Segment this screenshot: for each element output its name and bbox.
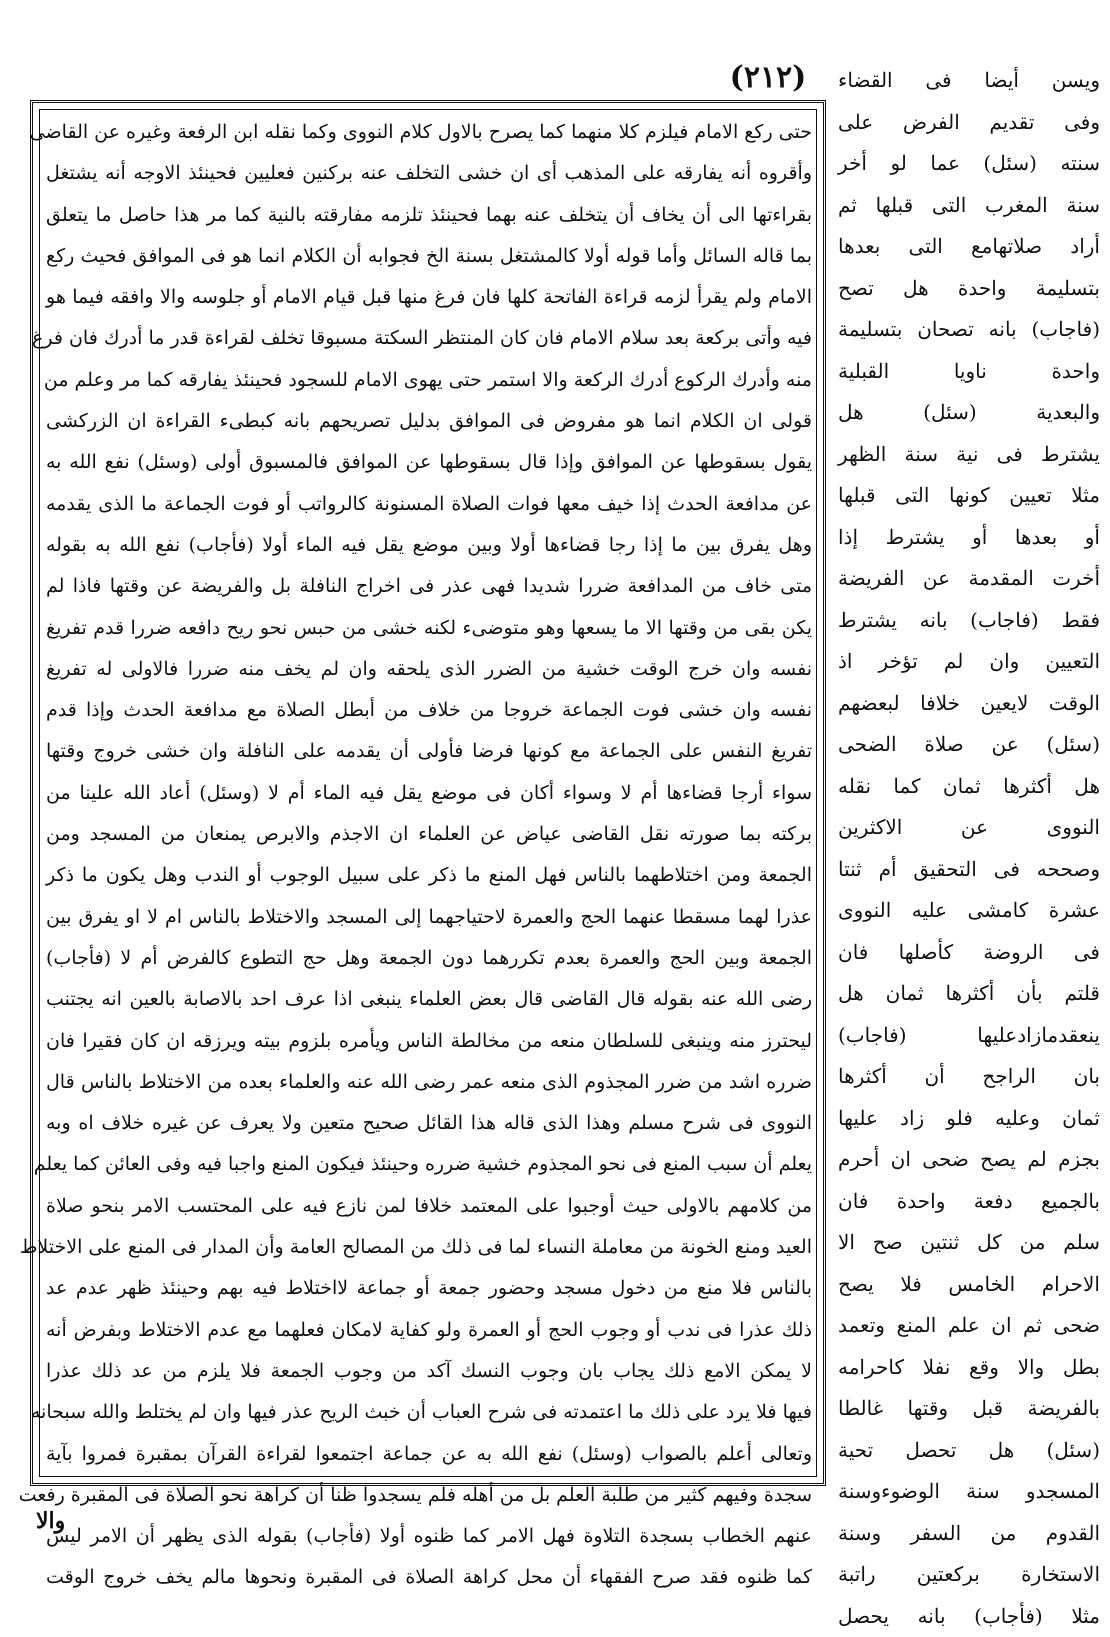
margin-line: قلتم بأن أكثرها ثمان هل [838, 973, 1100, 1015]
main-text-line: تفريغ النفس على الجماعة مع كونها فرضا فأولى أن يقدمه على النافلة وان خشى خروج وقتها [46, 731, 812, 772]
margin-line: بتسليمة واحدة هل تصح [838, 268, 1100, 310]
margin-line: مثلا (فأجاب) بانه يحصل [838, 1596, 1100, 1637]
margin-line: ضحى ثم ان علم المنع وتعمد [838, 1305, 1100, 1347]
main-text-block [46, 112, 812, 1472]
margin-line: عشرة كامشى عليه النووى [838, 890, 1100, 932]
margin-line: والبعدية (سئل) هل [838, 392, 1100, 434]
margin-line: سنة المغرب التى قبلها ثم [838, 185, 1100, 227]
margin-line: بطل والا وقع نفلا كاحرامه [838, 1347, 1100, 1389]
margin-line: سلم من كل ثنتين صح الا [838, 1222, 1100, 1264]
margin-line: فى الروضة كأصلها فان [838, 932, 1100, 974]
main-text-line: لا يمكن الامع ذلك يجاب بان وجوب النسك آكد من وجوب الجمعة فلا يلزم من عد ذلك عذرا [46, 1351, 812, 1392]
main-text-line: وتعالى أعلم بالصواب (وسئل) نفع الله به عن جماعة اجتمعوا لقراءة القرآن بمقبرة فمروا بآية [46, 1434, 812, 1475]
margin-commentary [838, 60, 1100, 1480]
main-text-line: فيها فلا يرد على ذلك ما اعتمدته فى شرح العباب أن خبث الريح عذر فيها وان لم يختلط والله سبحانه [46, 1392, 812, 1433]
margin-line: أو بعدها أو يشترط إذا [838, 517, 1100, 559]
main-text-line: الجمعة وبين الحج والعمرة بعدم تكررهما دون الجمعة وهل حج التطوع كالفرض أم لا (فأجاب) [46, 938, 812, 979]
catchword: والا [36, 1508, 136, 1534]
main-text-line: قولى ان الكلام انما هو مفروض فى الموافق بدليل تصريحهم بانه كبطىء القراءة ان الزركشى [46, 401, 812, 442]
margin-line: (سئل) هل تحصل تحية [838, 1430, 1100, 1472]
main-text-line: منه وأدرك الركوع أدرك الركعة والا استمر حتى يهوى الامام للسجود فحينئذ يفارقه كما مر وعلم من [46, 360, 812, 401]
main-text-line: سجدة وفيهم كثير من طلبة العلم بل من أهله فلم يسجدوا ظنا أن كراهة نحو الصلاة فى المقبرة رفعت [46, 1475, 812, 1516]
margin-line: أخرت المقدمة عن الفريضة [838, 558, 1100, 600]
main-text-line: عذرا لهما مسقطا عنهما الحج والعمرة لاحتياجهما إلى المسجد والاختلاط بالناس ام لا او يفرق بين [46, 897, 812, 938]
margin-line: ثمان وعليه فلو زاد عليها [838, 1098, 1100, 1140]
margin-line: واحدة ناويا القبلية [838, 351, 1100, 393]
main-text-line: بالناس فلا منع من دخول مسجد وحضور جمعة أو جماعة لااختلاط فيه بهم وحينئذ ظهر عدم عد [46, 1268, 812, 1309]
margin-line: سنته (سئل) عما لو أخر [838, 143, 1100, 185]
margin-line: الوقت لايعين خلافا لبعضهم [838, 683, 1100, 725]
main-text-line: من كلامهم بالاولى حيث أوجبوا على المعتمد خلافا لمن نازع فيه على المحتسب الامر بنحو صلاة [46, 1186, 812, 1227]
main-text-line: وهل يفرق بين ما إذا رجا قضاءها أولا وبين موضع يقل فيه الماء أولا (فأجاب) نفع الله به بقوله [46, 525, 812, 566]
main-text-line: الامام ولم يقرأ لزمه قراءة الفاتحة كلها فان فرغ منها قبل قيام الامام أو جلوسه والا وافقه فيما هو [46, 277, 812, 318]
margin-line: القدوم من السفر وسنة [838, 1513, 1100, 1555]
margin-line: الاستخارة بركعتين راتبة [838, 1554, 1100, 1596]
main-text-line: يعلم أن سبب المنع فى نحو المجذوم خشية ضرره وحينئذ فيكون المنع واجبا فيه وفى العائن كما يعلم [46, 1144, 812, 1185]
margin-line: فقط (فاجاب) بانه يشترط [838, 600, 1100, 642]
main-text-line: يقول بسقوطها عن الموافق وإذا قال بسقوطها عن الموافق فالمسبوق أولى (وسئل) نفع الله به [46, 442, 812, 483]
main-text-line: كما ظنوه فقد صرح الفقهاء أن محل كراهة الصلاة فى المقبرة ونحوها مالم يخف خروج الوقت [46, 1557, 812, 1598]
main-text-line: متى خاف من المدافعة ضررا شديدا فهى عذر فى اخراج النافلة بل والفريضة عن وقتها فاذا لم [46, 566, 812, 607]
main-text-line: العيد ومنع الخونة من معاملة النساء لما فى ذلك من المصالح العامة وأن المدار فى المنع على الاختلاط [46, 1227, 812, 1268]
margin-line: المسجدو سنة الوضوءوسنة [838, 1471, 1100, 1513]
margin-line: بالفريضة قبل وقتها غالطا [838, 1388, 1100, 1430]
margin-line: هل أكثرها ثمان كما نقله [838, 766, 1100, 808]
margin-line: (سئل) عن صلاة الضحى [838, 724, 1100, 766]
main-text-line: عنهم الخطاب بسجدة التلاوة فهل الامر كما ظنوه أولا (فأجاب) بقوله الذى يظهر أن الامر ليس [46, 1516, 812, 1557]
main-text-line: فيه وأتى بركعة بعد سلام الامام فان كان المنتظر السكتة مسبوقا تخلف لقراءة قدر ما أدرك فان فرغ [46, 318, 812, 359]
margin-line: النووى عن الاكثرين [838, 807, 1100, 849]
main-text-line: ليحترز منه وينبغى للسلطان منعه من مخالطة الناس ويأمره بلزوم بيته ويرزقه ان كان فقيرا فان [46, 1021, 812, 1062]
margin-line: مثلا تعيين كونها التى قبلها [838, 475, 1100, 517]
margin-line: (فاجاب) بانه تصحان بتسليمة [838, 309, 1100, 351]
main-text-line: بركته بما صورته نقل القاضى عياض عن العلماء ان الاجذم والابرص يمنعان من المسجد ومن [46, 814, 812, 855]
margin-line: بالجميع دفعة واحدة فان [838, 1181, 1100, 1223]
margin-line: بجزم لم يصح ضحى ان أحرم [838, 1139, 1100, 1181]
main-text-line: وأقروه أنه يفارقه على المذهب أى ان خشى التخلف عنه بركنين فعليين فحينئذ الاوجه أنه يشتغل [46, 153, 812, 194]
margin-line: بان الراجح أن أكثرها [838, 1056, 1100, 1098]
margin-line: ويسن أيضا فى القضاء [838, 60, 1100, 102]
page-number: (٢١٢) [708, 58, 828, 98]
main-text-line: يكن بقى من وقتها الا ما يسعها وهو متوضىء لكنه خشى من حبس نحو ريح دافعه ضررا قدم تفريغ [46, 608, 812, 649]
main-text-line: نفسه وان خشى فوت الجماعة خروجا من خلاف من أبطل الصلاة مع مدافعة الحدث وإذا قدم [46, 690, 812, 731]
margin-line: وصححه فى التحقيق أم ثنتا [838, 849, 1100, 891]
main-text-line: حتى ركع الامام فيلزم كلا منهما كما يصرح بالاول كلام النووى وكما نقله ابن الرفعة وغيره عن القاضى [46, 112, 812, 153]
margin-line: الاحرام الخامس فلا يصح [838, 1264, 1100, 1306]
main-text-line: ذلك عذرا فى ندب أو وجوب الحج أو العمرة ولو كفاية لامكان فعلهما مع عدم الاختلاط وبفرض أنه [46, 1310, 812, 1351]
margin-line: ينعقدمازادعليها (فاجاب) [838, 1015, 1100, 1057]
main-text-line: بما قاله السائل وأما قوله أولا كالمشتغل بسنة الخ فجوابه أن الكلام انما هو فى الموافق فحيث ركع [46, 236, 812, 277]
main-text-line: سواء أرجا قضاءها أم لا وسواء أكان فى موضع يقل فيه الماء أم لا (وسئل) أعاد الله علينا من [46, 773, 812, 814]
main-text-line: ضرره اشد من ضرر المجذوم الذى منعه عمر رضى الله عنه والعلماء بعده من الاختلاط بالناس قال [46, 1062, 812, 1103]
main-text-line: عن مدافعة الحدث إذا خيف معها فوات الصلاة المسنونة كالرواتب أو فوت الجماعة ما الذى يقدمه [46, 484, 812, 525]
main-text-line: نفسه وان خرج الوقت خشية من الضرر الذى يلحقه وان لم يخف منه ضررا فالاولى له تفريغ [46, 649, 812, 690]
main-text-line: الجمعة ومن اختلاطهما بالناس فهل المنع ما ذكر على سبيل الوجوب أو الندب وهل يكون ما ذكر [46, 855, 812, 896]
main-text-line: النووى فى شرح مسلم وهذا الذى قاله هذا القائل صحيح متعين ولا يعرف عن غيره خلاف اه وبه [46, 1103, 812, 1144]
main-text-line: بقراءتها الى أن يخاف أن يتخلف عنه بهما فحينئذ تلزمه مفارقته بالنية كما مر هذا حاصل ما يتعلق [46, 195, 812, 236]
margin-line: يشترط فى نية سنة الظهر [838, 434, 1100, 476]
margin-line: التعيين وان لم تؤخر اذ [838, 641, 1100, 683]
main-text-line: رضى الله عنه بقوله قال القاضى قال بعض العلماء ينبغى اذا عرف احد بالاصابة بالعين انه يجتنب [46, 979, 812, 1020]
margin-line: وفى تقديم الفرض على [838, 102, 1100, 144]
margin-line: أراد صلاتهامع التى بعدها [838, 226, 1100, 268]
